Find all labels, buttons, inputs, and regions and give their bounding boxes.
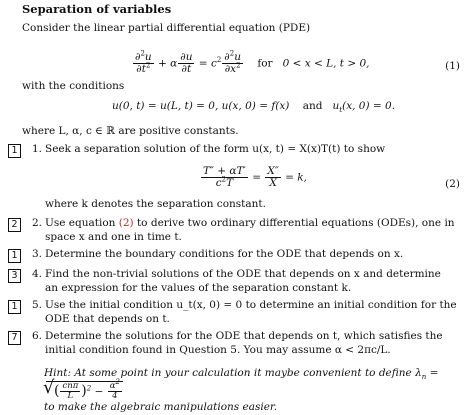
marks-box-q1: 1 [8,144,21,158]
intro-text: Consider the linear partial differential equation (PDE) [22,22,311,34]
hint-lead: Hint: At some point in your calculation it maybe convenient to define λ [44,367,422,379]
pde-equation: $\frac{\partial^2u}{\partial t^2}$ + α $\frac{\partial u}{\partial t}$ = $c^2$ $\frac{\partial^2u}{\partial x^2}$ for 0 < x < L, t > 0, [135,49,370,76]
marks-box-q4: 3 [8,269,21,283]
question-text: Determine the solutions for the ODE that depends on t, which satisfies the initial condition found in Question 5. You may assume α < 2πc/L. [45,330,443,356]
section-title: Separation of variables [22,2,172,16]
question-6 [32,330,457,357]
question-text: Determine the boundary conditions for the ODE that depends on x. [45,248,404,260]
d2u-dt2: $\frac{\partial^2u}{\partial t^2}$ [135,49,152,76]
marks-box-q2: 2 [8,218,21,232]
question-3 [32,248,457,262]
hint-tail: to make the algebraic manipulations easier. [44,401,278,414]
where-k: where k denotes the separation constant. [45,198,266,210]
where-constants: where L, α, c ∈ ℝ are positive constants. [22,125,239,137]
question-text: Use equation (2) to derive two ordinary differential equations (ODEs), one in space x and one in time t. [45,217,455,243]
marks-box-q5: 1 [8,300,21,314]
x-ratio: $\frac{X''}{X}$ [267,165,279,190]
question-4 [32,268,457,295]
question-text: Find the non-trivial solutions of the ODE that depends on x and determine an expression for the values of the separation constant k. [45,268,441,294]
t-ratio: $\frac{T'' + \alpha T'}{c^2T}$ [203,165,246,190]
question-text: Use the initial condition u_t(x, 0) = 0 to determine an initial condition for the ODE that depends on t. [45,299,457,325]
eq1-for: for [257,57,273,70]
du-dt: $\frac{\partial u}{\partial t}$ [180,51,193,76]
d2u-dx2: $\frac{\partial^2u}{\partial x^2}$ [224,49,241,76]
eq1-label: (1) [445,60,460,72]
question-text: Seek a separation solution of the form u(x, t) = X(x)T(t) to show [45,143,386,155]
marks-box-q6: 7 [8,331,21,345]
eq2-label: (2) [445,178,460,190]
bc-ut: $u_t(x$, 0) = 0. [332,100,396,115]
equation-link[interactable]: (2) [118,217,134,229]
question-number: 1. [32,143,43,155]
question-1 [32,143,457,157]
question-2 [32,217,457,244]
separation-equation: $\frac{T'' + \alpha T'}{c^2T}$ = $\frac{X''}{X}$ = k, [203,165,307,190]
question-number: 6. [32,330,43,342]
marks-box-q3: 1 [8,249,21,263]
question-5 [32,299,457,326]
question-number: 3. [32,248,43,260]
hint-text: Hint: At some point in your calculation it maybe convenient to define $\lambda_n$ = √ ( $\frac{\text{cnπ}}{L}$ )$^2$ − $\frac{\alpha^2}{4}$ to make the algebraic manipulations easier. [44,367,464,415]
question-number: 4. [32,268,43,280]
bc-and: and [302,100,323,112]
with-conditions: with the conditions [22,80,125,92]
eq1-domain: 0 < x < L, t > 0, [282,57,370,70]
question-number: 2. [32,217,43,229]
lambda-sqrt: √ ( $\frac{\text{cnπ}}{L}$ )$^2$ − $\frac{\alpha^2}{4}$ [46,381,123,401]
boundary-conditions [112,100,395,114]
bc-text: u(0, t) = u(L, t) = 0, u(x, 0) = f(x) [112,100,290,112]
eq2-rhs: = k, [285,171,307,184]
question-number: 5. [32,299,43,311]
